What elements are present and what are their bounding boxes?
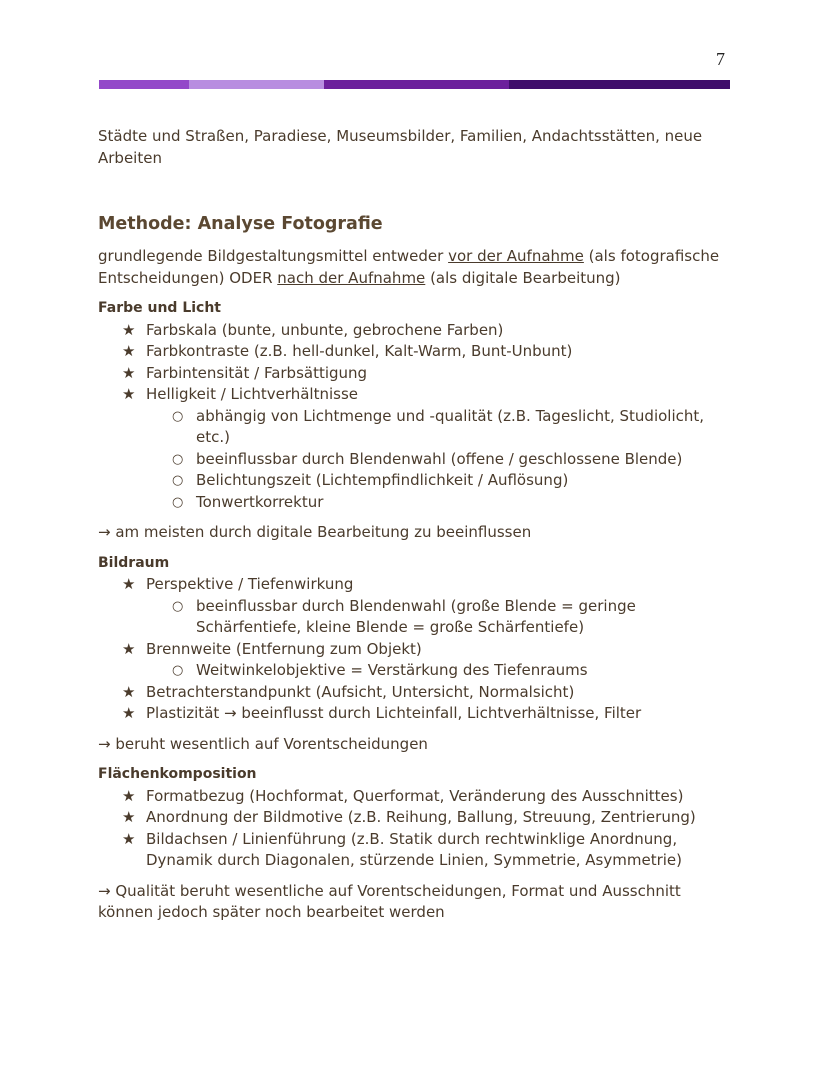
sub-list-item xyxy=(170,449,734,471)
star-bullet-icon: ★ xyxy=(122,704,136,722)
sub-list xyxy=(146,660,734,682)
star-bullet-icon: ★ xyxy=(122,808,136,826)
sub-list-item-text: beeinflussbar durch Blendenwahl (große Blende = geringe Schärfentiefe, kleine Blende = große Schärfentiefe) xyxy=(196,596,636,636)
circle-bullet-icon: ○ xyxy=(172,598,184,614)
list-item-text: Farbkontraste (z.B. hell-dunkel, Kalt-Warm, Bunt-Unbunt) xyxy=(146,342,573,360)
list-item xyxy=(122,363,734,385)
list-item-text: Plastizität → beeinflusst durch Lichteinfall, Lichtverhältnisse, Filter xyxy=(146,704,642,722)
star-bullet-icon: ★ xyxy=(122,363,136,382)
list-item xyxy=(122,320,734,342)
underlined-text-before: vor der Aufnahme xyxy=(448,247,584,265)
description-part-3: (als digitale Bearbeitung) xyxy=(425,268,621,287)
description xyxy=(98,246,734,289)
description-part-1: grundlegende Bildgestaltungsmittel entweder xyxy=(98,247,449,265)
color-bar-segment-2 xyxy=(189,80,324,89)
sub-list xyxy=(146,406,734,514)
star-list xyxy=(98,320,734,514)
sub-list-item-text: Weitwinkelobjektive = Verstärkung des Tiefenraums xyxy=(196,661,588,679)
circle-bullet-icon: ○ xyxy=(172,663,184,678)
underlined-text-after: nach der Aufnahme xyxy=(277,268,426,287)
sub-list xyxy=(146,596,734,639)
list-item-text: Farbintensität / Farbsättigung xyxy=(146,363,368,382)
sub-list-item xyxy=(170,492,734,514)
sub-list-item xyxy=(170,596,734,639)
document-content xyxy=(98,126,734,933)
page-number: 7 xyxy=(716,49,725,69)
circle-bullet-icon: ○ xyxy=(172,473,184,488)
star-bullet-icon: ★ xyxy=(122,786,136,805)
circle-bullet-icon: ○ xyxy=(172,408,184,424)
list-item xyxy=(122,829,734,872)
list-item-text: Formatbezug (Hochformat, Querformat, Veränderung des Ausschnittes) xyxy=(146,786,684,805)
list-item-text: Farbskala (bunte, unbunte, gebrochene Farben) xyxy=(146,320,504,339)
star-bullet-icon: ★ xyxy=(122,342,136,360)
description-part-2: (als fotografische Entscheidungen) ODER xyxy=(98,247,720,287)
list-item-text: Bildachsen / Linienführung (z.B. Statik durch rechtwinklige Anordnung, Dynamik durch Diagonalen, stürzende Linien, Symmetrie, Asymmetrie) xyxy=(146,829,682,869)
sub-list-item-text: abhängig von Lichtmenge und -qualität (z.B. Tageslicht, Studiolicht, etc.) xyxy=(196,406,705,446)
arrow-note: → Qualität beruht wesentliche auf Vorentscheidungen, Format und Ausschnitt können jedoch später noch bearbeitet werden xyxy=(98,881,681,921)
subsection-title: Bildraum xyxy=(98,554,170,571)
color-bar xyxy=(99,80,730,89)
list-item-text: Perspektive / Tiefenwirkung xyxy=(146,575,354,593)
sub-list-item-text: beeinflussbar durch Blendenwahl (offene / geschlossene Blende) xyxy=(196,449,683,468)
color-bar-segment-4 xyxy=(509,80,730,89)
list-item-text: Helligkeit / Lichtverhältnisse xyxy=(146,385,358,403)
list-item-text: Betrachterstandpunkt (Aufsicht, Untersicht, Normalsicht) xyxy=(146,682,575,701)
star-bullet-icon: ★ xyxy=(122,829,136,848)
circle-bullet-icon: ○ xyxy=(172,494,184,510)
list-item xyxy=(122,639,734,682)
star-bullet-icon: ★ xyxy=(122,682,136,701)
sub-list-item xyxy=(170,406,734,449)
list-item-text: Brennweite (Entfernung zum Objekt) xyxy=(146,639,422,658)
sub-list-item xyxy=(170,470,734,492)
sections-container xyxy=(98,298,734,924)
sub-list-item xyxy=(170,660,734,682)
list-item xyxy=(122,703,734,725)
list-item xyxy=(122,682,734,704)
list-item xyxy=(122,786,734,808)
circle-bullet-icon: ○ xyxy=(172,451,184,467)
color-bar-segment-3 xyxy=(324,80,509,89)
section-heading: Methode: Analyse Fotografie xyxy=(98,214,383,234)
list-item xyxy=(122,574,734,639)
star-bullet-icon: ★ xyxy=(122,385,136,403)
list-item-text: Anordnung der Bildmotive (z.B. Reihung, Ballung, Streuung, Zentrierung) xyxy=(146,808,696,826)
list-item xyxy=(122,384,734,513)
star-bullet-icon: ★ xyxy=(122,575,136,593)
list-item xyxy=(122,341,734,363)
star-bullet-icon: ★ xyxy=(122,320,136,339)
arrow-note: → am meisten durch digitale Bearbeitung zu beeinflussen xyxy=(98,523,532,541)
list-item xyxy=(122,807,734,829)
intro-text: Städte und Straßen, Paradiese, Museumsbilder, Familien, Andachtsstätten, neue Arbeiten xyxy=(98,127,703,167)
color-bar-segment-1 xyxy=(99,80,189,89)
sub-list-item-text: Tonwertkorrektur xyxy=(196,492,324,511)
star-bullet-icon: ★ xyxy=(122,639,136,658)
subsection-title: Farbe und Licht xyxy=(98,300,221,316)
sub-list-item-text: Belichtungszeit (Lichtempfindlichkeit / Auflösung) xyxy=(196,471,569,489)
star-list xyxy=(98,574,734,725)
star-list xyxy=(98,786,734,872)
subsection-title: Flächenkomposition xyxy=(98,766,257,782)
arrow-note: → beruht wesentlich auf Vorentscheidungen xyxy=(98,734,428,753)
